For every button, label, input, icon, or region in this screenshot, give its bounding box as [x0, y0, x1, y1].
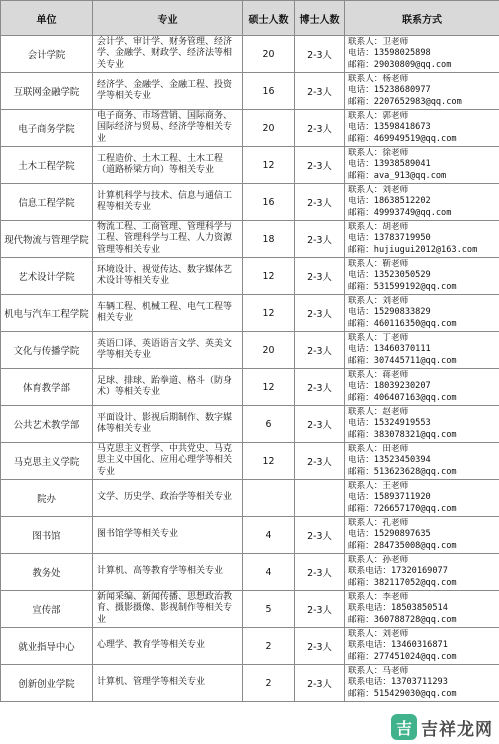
unit-cell: 电子商务学院 — [1, 110, 93, 147]
major-cell: 经济学、金融学、金融工程、投资学等相关专业 — [93, 73, 243, 110]
contact-line: 联系人：刘老师 — [348, 184, 409, 195]
major-cell: 图书馆学等相关专业 — [93, 517, 243, 554]
phd-count-cell: 2-3人 — [295, 258, 345, 295]
contact-cell — [345, 591, 499, 628]
contact-line: 联系人：刘老师 — [348, 628, 409, 639]
table-row — [1, 73, 499, 110]
master-count-cell: 4 — [243, 554, 295, 591]
master-count-cell: 18 — [243, 221, 295, 258]
contact-line: 联系人：蒋老师 — [348, 369, 409, 380]
table-row — [1, 332, 499, 369]
contact-cell — [345, 73, 499, 110]
master-count-cell: 12 — [243, 369, 295, 406]
major-cell: 物流工程、工商管理、管理科学与工程、管理科学与工程、人力资源管理等相关专业 — [93, 221, 243, 258]
watermark-text: 吉祥龙网 — [421, 719, 493, 740]
unit-cell: 创新创业学院 — [1, 665, 93, 702]
master-count-cell: 20 — [243, 36, 295, 73]
contact-cell — [345, 184, 499, 221]
contact-line: 电话：15290897635 — [348, 529, 431, 540]
contact-line: 邮箱：469949519@qq.com — [348, 133, 457, 144]
contact-line: 邮箱：383078321@qq.com — [348, 429, 457, 440]
unit-cell: 体育教学部 — [1, 369, 93, 406]
phd-count-cell: 2-3人 — [295, 221, 345, 258]
contact-line: 联系人：马老师 — [348, 665, 409, 676]
phd-count-cell: 2-3人 — [295, 369, 345, 406]
contact-line: 联系电话：18503850514 — [348, 603, 448, 614]
major-cell: 计算机科学与技术、信息与通信工程等相关专业 — [93, 184, 243, 221]
major-cell: 会计学、审计学、财务管理、经济学、金融学、财政学、经济法等相关专业 — [93, 36, 243, 73]
contact-line: 联系人：靳老师 — [348, 258, 409, 269]
phd-count-cell: 2-3人 — [295, 295, 345, 332]
contact-line: 电话：13938589041 — [348, 159, 431, 170]
contact-line: 联系人：胡老师 — [348, 221, 409, 232]
header-row — [1, 1, 499, 36]
table-row — [1, 147, 499, 184]
unit-cell: 公共艺术教学部 — [1, 406, 93, 443]
contact-cell — [345, 258, 499, 295]
table-row — [1, 591, 499, 628]
contact-line: 联系人：孔老师 — [348, 517, 409, 528]
contact-cell — [345, 443, 499, 480]
table-row — [1, 184, 499, 221]
phd-count-cell: 2-3人 — [295, 73, 345, 110]
contact-line: 电话：13783719950 — [348, 233, 431, 244]
table-row — [1, 480, 499, 517]
phd-count-cell: 2-3人 — [295, 591, 345, 628]
table-row — [1, 628, 499, 665]
contact-line: 联系人：杨老师 — [348, 73, 409, 84]
phd-count-cell: 2-3人 — [295, 406, 345, 443]
contact-cell — [345, 295, 499, 332]
unit-cell: 就业指导中心 — [1, 628, 93, 665]
contact-line: 邮箱：726657170@qq.com — [348, 503, 457, 514]
major-cell: 平面设计、影视后期制作、数字媒体等相关专业 — [93, 406, 243, 443]
contact-line: 邮箱：29030809@qq.com — [348, 59, 452, 70]
table-row — [1, 221, 499, 258]
contact-line: 电话：13598025898 — [348, 48, 431, 59]
contact-line: 联系人：徐老师 — [348, 147, 409, 158]
contact-line: 邮箱：284735008@qq.com — [348, 540, 457, 551]
contact-line: 联系人：郭老师 — [348, 110, 409, 121]
contact-line: 联系人：丁老师 — [348, 332, 409, 343]
table-row — [1, 517, 499, 554]
major-cell: 英语口译、英语语言文学、英美文学等相关专业 — [93, 332, 243, 369]
master-count-cell: 16 — [243, 184, 295, 221]
master-count-cell: 2 — [243, 665, 295, 702]
phd-count-cell: 2-3人 — [295, 147, 345, 184]
header-major: 专业 — [93, 1, 243, 36]
table-row — [1, 554, 499, 591]
contact-line: 邮箱：277451024@qq.com — [348, 651, 457, 662]
master-count-cell: 2 — [243, 628, 295, 665]
unit-cell: 会计学院 — [1, 36, 93, 73]
contact-line: 电话：18638512202 — [348, 196, 431, 207]
phd-count-cell: 2-3人 — [295, 517, 345, 554]
major-cell: 新闻采编、新闻传播、思想政治教育、摄影摄像、影视制作等相关专业 — [93, 591, 243, 628]
contact-line: 邮箱：ava_913@qq.com — [348, 170, 447, 181]
unit-cell: 机电与汽车工程学院 — [1, 295, 93, 332]
contact-line: 电话：15290833829 — [348, 307, 431, 318]
contact-line: 联系电话：17320169077 — [348, 566, 448, 577]
contact-line: 邮箱：hujiugui2012@163.com — [348, 244, 478, 255]
phd-count-cell: 2-3人 — [295, 554, 345, 591]
contact-cell — [345, 36, 499, 73]
header-contact: 联系方式 — [345, 1, 499, 36]
contact-line: 电话：13523050529 — [348, 270, 431, 281]
contact-line: 联系人：赵老师 — [348, 406, 409, 417]
contact-line: 联系人：田老师 — [348, 443, 409, 454]
contact-cell — [345, 221, 499, 258]
phd-count-cell: 2-3人 — [295, 443, 345, 480]
unit-cell: 图书馆 — [1, 517, 93, 554]
header-unit: 单位 — [1, 1, 93, 36]
master-count-cell — [243, 480, 295, 517]
contact-line: 邮箱：307445711@qq.com — [348, 355, 457, 366]
unit-cell: 信息工程学院 — [1, 184, 93, 221]
major-cell: 足球、排球、跆拳道、格斗（防身术）等相关专业 — [93, 369, 243, 406]
major-cell: 环境设计、视觉传达、数字媒体艺术设计等相关专业 — [93, 258, 243, 295]
contact-cell — [345, 332, 499, 369]
major-cell: 计算机、高等教育学等相关专业 — [93, 554, 243, 591]
unit-cell: 宣传部 — [1, 591, 93, 628]
master-count-cell: 12 — [243, 443, 295, 480]
contact-line: 邮箱：513623628@qq.com — [348, 466, 457, 477]
master-count-cell: 4 — [243, 517, 295, 554]
contact-cell — [345, 665, 499, 702]
phd-count-cell — [295, 480, 345, 517]
master-count-cell: 12 — [243, 258, 295, 295]
contact-line: 邮箱：406407163@qq.com — [348, 392, 457, 403]
table-row — [1, 369, 499, 406]
contact-line: 联系人：李老师 — [348, 591, 409, 602]
table-row — [1, 295, 499, 332]
major-cell: 计算机、管理学等相关专业 — [93, 665, 243, 702]
master-count-cell: 12 — [243, 147, 295, 184]
major-cell: 马克思主义哲学、中共党史、马克思主义中国化、应用心理学等相关专业 — [93, 443, 243, 480]
contact-line: 邮箱：382117052@qq.com — [348, 577, 457, 588]
contact-cell — [345, 110, 499, 147]
contact-cell — [345, 554, 499, 591]
contact-line: 电话：15893711920 — [348, 492, 431, 503]
table-row — [1, 258, 499, 295]
unit-cell: 文化与传播学院 — [1, 332, 93, 369]
major-cell: 心理学、教育学等相关专业 — [93, 628, 243, 665]
watermark — [391, 714, 493, 740]
contact-cell — [345, 406, 499, 443]
unit-cell: 土木工程学院 — [1, 147, 93, 184]
contact-line: 联系电话：13703711293 — [348, 677, 448, 688]
phd-count-cell: 2-3人 — [295, 184, 345, 221]
contact-cell — [345, 369, 499, 406]
contact-line: 电话：13598418673 — [348, 122, 431, 133]
table-row — [1, 110, 499, 147]
table-row — [1, 443, 499, 480]
unit-cell: 教务处 — [1, 554, 93, 591]
master-count-cell: 12 — [243, 295, 295, 332]
contact-line: 邮箱：49993749@qq.com — [348, 207, 452, 218]
contact-line: 邮箱：515429030@qq.com — [348, 688, 457, 699]
contact-line: 邮箱：2207652983@qq.com — [348, 96, 462, 107]
contact-cell — [345, 517, 499, 554]
unit-cell: 现代物流与管理学院 — [1, 221, 93, 258]
master-count-cell: 5 — [243, 591, 295, 628]
major-cell: 电子商务、市场营销、国际商务、国际经济与贸易、经济学等相关专业 — [93, 110, 243, 147]
contact-line: 电话：13460370111 — [348, 344, 431, 355]
phd-count-cell: 2-3人 — [295, 36, 345, 73]
phd-count-cell: 2-3人 — [295, 628, 345, 665]
master-count-cell: 20 — [243, 110, 295, 147]
phd-count-cell: 2-3人 — [295, 332, 345, 369]
contact-line: 邮箱：531599192@qq.com — [348, 281, 457, 292]
contact-line: 联系人：卫老师 — [348, 36, 409, 47]
watermark-logo-icon: 吉 — [391, 714, 417, 740]
master-count-cell: 20 — [243, 332, 295, 369]
contact-line: 联系人：王老师 — [348, 480, 409, 491]
contact-cell — [345, 628, 499, 665]
major-cell: 车辆工程、机械工程、电气工程等相关专业 — [93, 295, 243, 332]
table-row — [1, 406, 499, 443]
unit-cell: 艺术设计学院 — [1, 258, 93, 295]
contact-line: 联系人：孙老师 — [348, 554, 409, 565]
phd-count-cell: 2-3人 — [295, 665, 345, 702]
master-count-cell: 16 — [243, 73, 295, 110]
contact-line: 联系人：刘老师 — [348, 295, 409, 306]
table-row — [1, 665, 499, 702]
contact-line: 电话：15238680977 — [348, 85, 431, 96]
major-cell: 工程造价、土木工程、土木工程（道路桥梁方向）等相关专业 — [93, 147, 243, 184]
phd-count-cell: 2-3人 — [295, 110, 345, 147]
contact-line: 邮箱：360788728@qq.com — [348, 614, 457, 625]
contact-line: 邮箱：460116350@qq.com — [348, 318, 457, 329]
contact-line: 联系电话：13460316871 — [348, 640, 448, 651]
header-phd-count: 博士人数 — [295, 1, 345, 36]
unit-cell: 马克思主义学院 — [1, 443, 93, 480]
header-master-count: 硕士人数 — [243, 1, 295, 36]
major-cell: 文学、历史学、政治学等相关专业 — [93, 480, 243, 517]
contact-cell — [345, 147, 499, 184]
master-count-cell: 6 — [243, 406, 295, 443]
contact-line: 电话：15324919553 — [348, 418, 431, 429]
unit-cell: 院办 — [1, 480, 93, 517]
contact-cell — [345, 480, 499, 517]
contact-line: 电话：18039230207 — [348, 381, 431, 392]
contact-line: 电话：13523450394 — [348, 455, 431, 466]
table-row — [1, 36, 499, 73]
unit-cell: 互联网金融学院 — [1, 73, 93, 110]
